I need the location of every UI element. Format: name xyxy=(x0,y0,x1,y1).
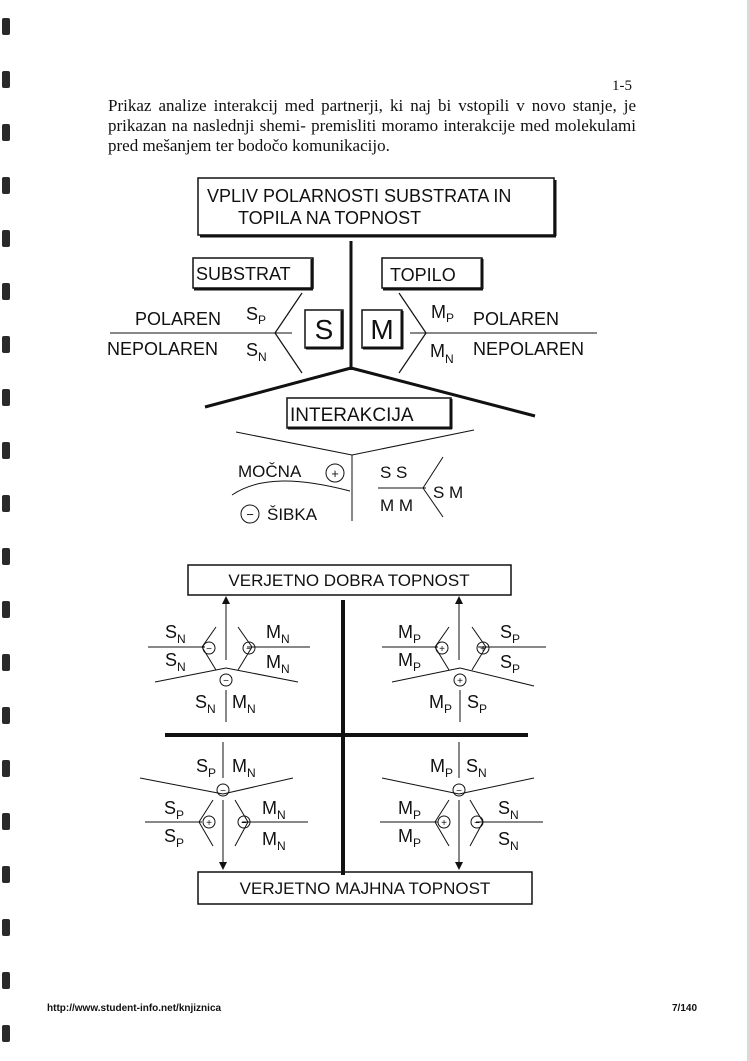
quadrant-sp-mn xyxy=(140,742,308,853)
svg-text:SN: $S_N$ xyxy=(498,798,519,822)
svg-text:+: + xyxy=(480,644,486,655)
svg-text:MP: $M_P$ xyxy=(398,650,422,674)
interakcija-label: INTERAKCIJA xyxy=(290,405,414,426)
good-solubility-label: VERJETNO DOBRA TOPNOST xyxy=(228,571,470,590)
topilo-label: TOPILO xyxy=(390,265,456,285)
good-solubility-box xyxy=(188,565,511,595)
svg-text:MN: $M_N$ xyxy=(262,798,286,822)
poor-solubility-label: VERJETNO MAJHNA TOPNOST xyxy=(239,879,491,898)
poor-solubility-box xyxy=(198,872,532,904)
s-box xyxy=(305,310,343,349)
svg-text:−: − xyxy=(246,507,254,522)
svg-text:MP: $M_P$ xyxy=(398,798,422,822)
mm-label: M M xyxy=(380,496,414,515)
m-polar-symbol: $M_P$ xyxy=(431,302,455,325)
interakcija-box xyxy=(287,398,452,429)
topilo-polaren: POLAREN xyxy=(473,309,560,329)
m-nonpolar-symbol: $M_N$ xyxy=(430,341,454,366)
topilo-nepolaren: NEPOLAREN xyxy=(473,339,585,359)
m-symbol: M xyxy=(370,314,394,345)
title-line-1: VPLIV POLARNOSTI SUBSTRATA IN xyxy=(207,186,512,206)
title-line-2: TOPILA NA TOPNOST xyxy=(238,208,422,228)
svg-text:SN: $S_N$ xyxy=(195,692,216,716)
svg-text:MN: $M_N$ xyxy=(232,692,256,716)
svg-text:+: + xyxy=(331,466,339,481)
substrat-box xyxy=(193,258,313,289)
title-box xyxy=(198,178,556,236)
svg-text:+: + xyxy=(206,818,212,829)
svg-text:SN: $S_N$ xyxy=(498,829,519,853)
svg-text:−: − xyxy=(220,786,226,797)
svg-text:−: − xyxy=(206,644,212,655)
footer-page-number: 7/140 xyxy=(672,1003,698,1014)
svg-text:−: − xyxy=(223,676,229,687)
svg-text:−: − xyxy=(246,644,252,655)
svg-text:SP: $S_P$ xyxy=(500,652,521,676)
svg-text:+: + xyxy=(441,818,447,829)
svg-text:MP: $M_P$ xyxy=(430,756,454,780)
ss-label: S S xyxy=(380,463,408,482)
svg-text:MN: $M_N$ xyxy=(266,652,290,676)
svg-text:SP: $S_P$ xyxy=(467,692,488,716)
substrat-polaren: POLAREN xyxy=(135,309,222,329)
quadrant-mp-sn xyxy=(380,742,543,853)
svg-text:MN: $M_N$ xyxy=(262,829,286,853)
s-polar-symbol: $S_P$ xyxy=(246,304,267,327)
footer-url: http://www.student-info.net/knjiznica xyxy=(47,1003,222,1014)
svg-text:+: + xyxy=(439,644,445,655)
svg-text:SP: $S_P$ xyxy=(164,826,185,850)
intro-paragraph: Prikaz analize interakcij med partnerji, ki naj bi vstopili v novo stanje, je prikazan na naslednji shemi- premisliti moramo interakcije med molekulami pred mešanjem ter bodočo komunikacijo. xyxy=(108,96,636,155)
svg-text:MP: $M_P$ xyxy=(398,826,422,850)
svg-text:+: + xyxy=(457,676,463,687)
svg-text:MP: $M_P$ xyxy=(429,692,453,716)
s-symbol: S xyxy=(314,314,334,345)
svg-text:SP: $S_P$ xyxy=(196,756,217,780)
substrat-label: SUBSTRAT xyxy=(196,264,291,284)
svg-text:MN: $M_N$ xyxy=(266,622,290,646)
svg-text:SN: $S_N$ xyxy=(466,756,487,780)
quadrant-mp-sp xyxy=(382,622,546,722)
substrat-nepolaren: NEPOLAREN xyxy=(107,339,219,359)
svg-text:SP: $S_P$ xyxy=(164,798,185,822)
sibka-label: ŠIBKA xyxy=(267,505,318,524)
s-nonpolar-symbol: $S_N$ xyxy=(246,340,267,364)
svg-text:MN: $M_N$ xyxy=(232,756,256,780)
svg-text:MP: $M_P$ xyxy=(398,622,422,646)
m-box xyxy=(362,310,403,349)
page-number: 1-5 xyxy=(612,78,632,94)
svg-text:SP: $S_P$ xyxy=(500,622,521,646)
svg-text:−: − xyxy=(456,786,462,797)
svg-text:−: − xyxy=(474,818,480,829)
svg-text:SN: $S_N$ xyxy=(165,650,186,674)
mocna-label: MOČNA xyxy=(238,462,302,481)
quadrant-sn-mn xyxy=(148,622,310,722)
sm-label: S M xyxy=(433,483,464,502)
svg-text:−: − xyxy=(241,818,247,829)
topilo-box xyxy=(382,258,483,289)
svg-text:SN: $S_N$ xyxy=(165,622,186,646)
